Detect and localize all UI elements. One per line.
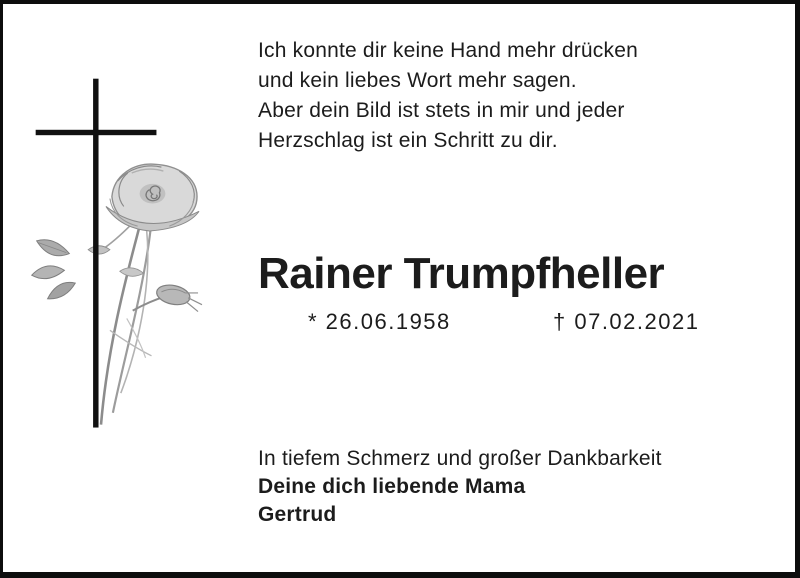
closing-block <box>258 445 662 529</box>
deceased-name: Rainer Trumpfheller <box>258 249 665 298</box>
birth-date: * 26.06.1958 <box>308 309 451 334</box>
rose-icon <box>32 164 202 424</box>
cross-icon <box>36 79 157 428</box>
poem-line: Aber dein Bild ist stets in mir und jeder <box>258 99 625 122</box>
memorial-poem <box>258 36 638 156</box>
poem-line: Ich konnte dir keine Hand mehr drücken <box>258 39 638 62</box>
closing-line: In tiefem Schmerz und großer Dankbarkeit <box>258 447 662 470</box>
mourner-name: Gertrud <box>258 503 337 526</box>
poem-line: und kein liebes Wort mehr sagen. <box>258 69 577 92</box>
mourner-line: Deine dich liebende Mama <box>258 475 526 498</box>
poem-line: Herzschlag ist ein Schritt zu dir. <box>258 129 558 152</box>
death-date: † 07.02.2021 <box>553 309 700 334</box>
